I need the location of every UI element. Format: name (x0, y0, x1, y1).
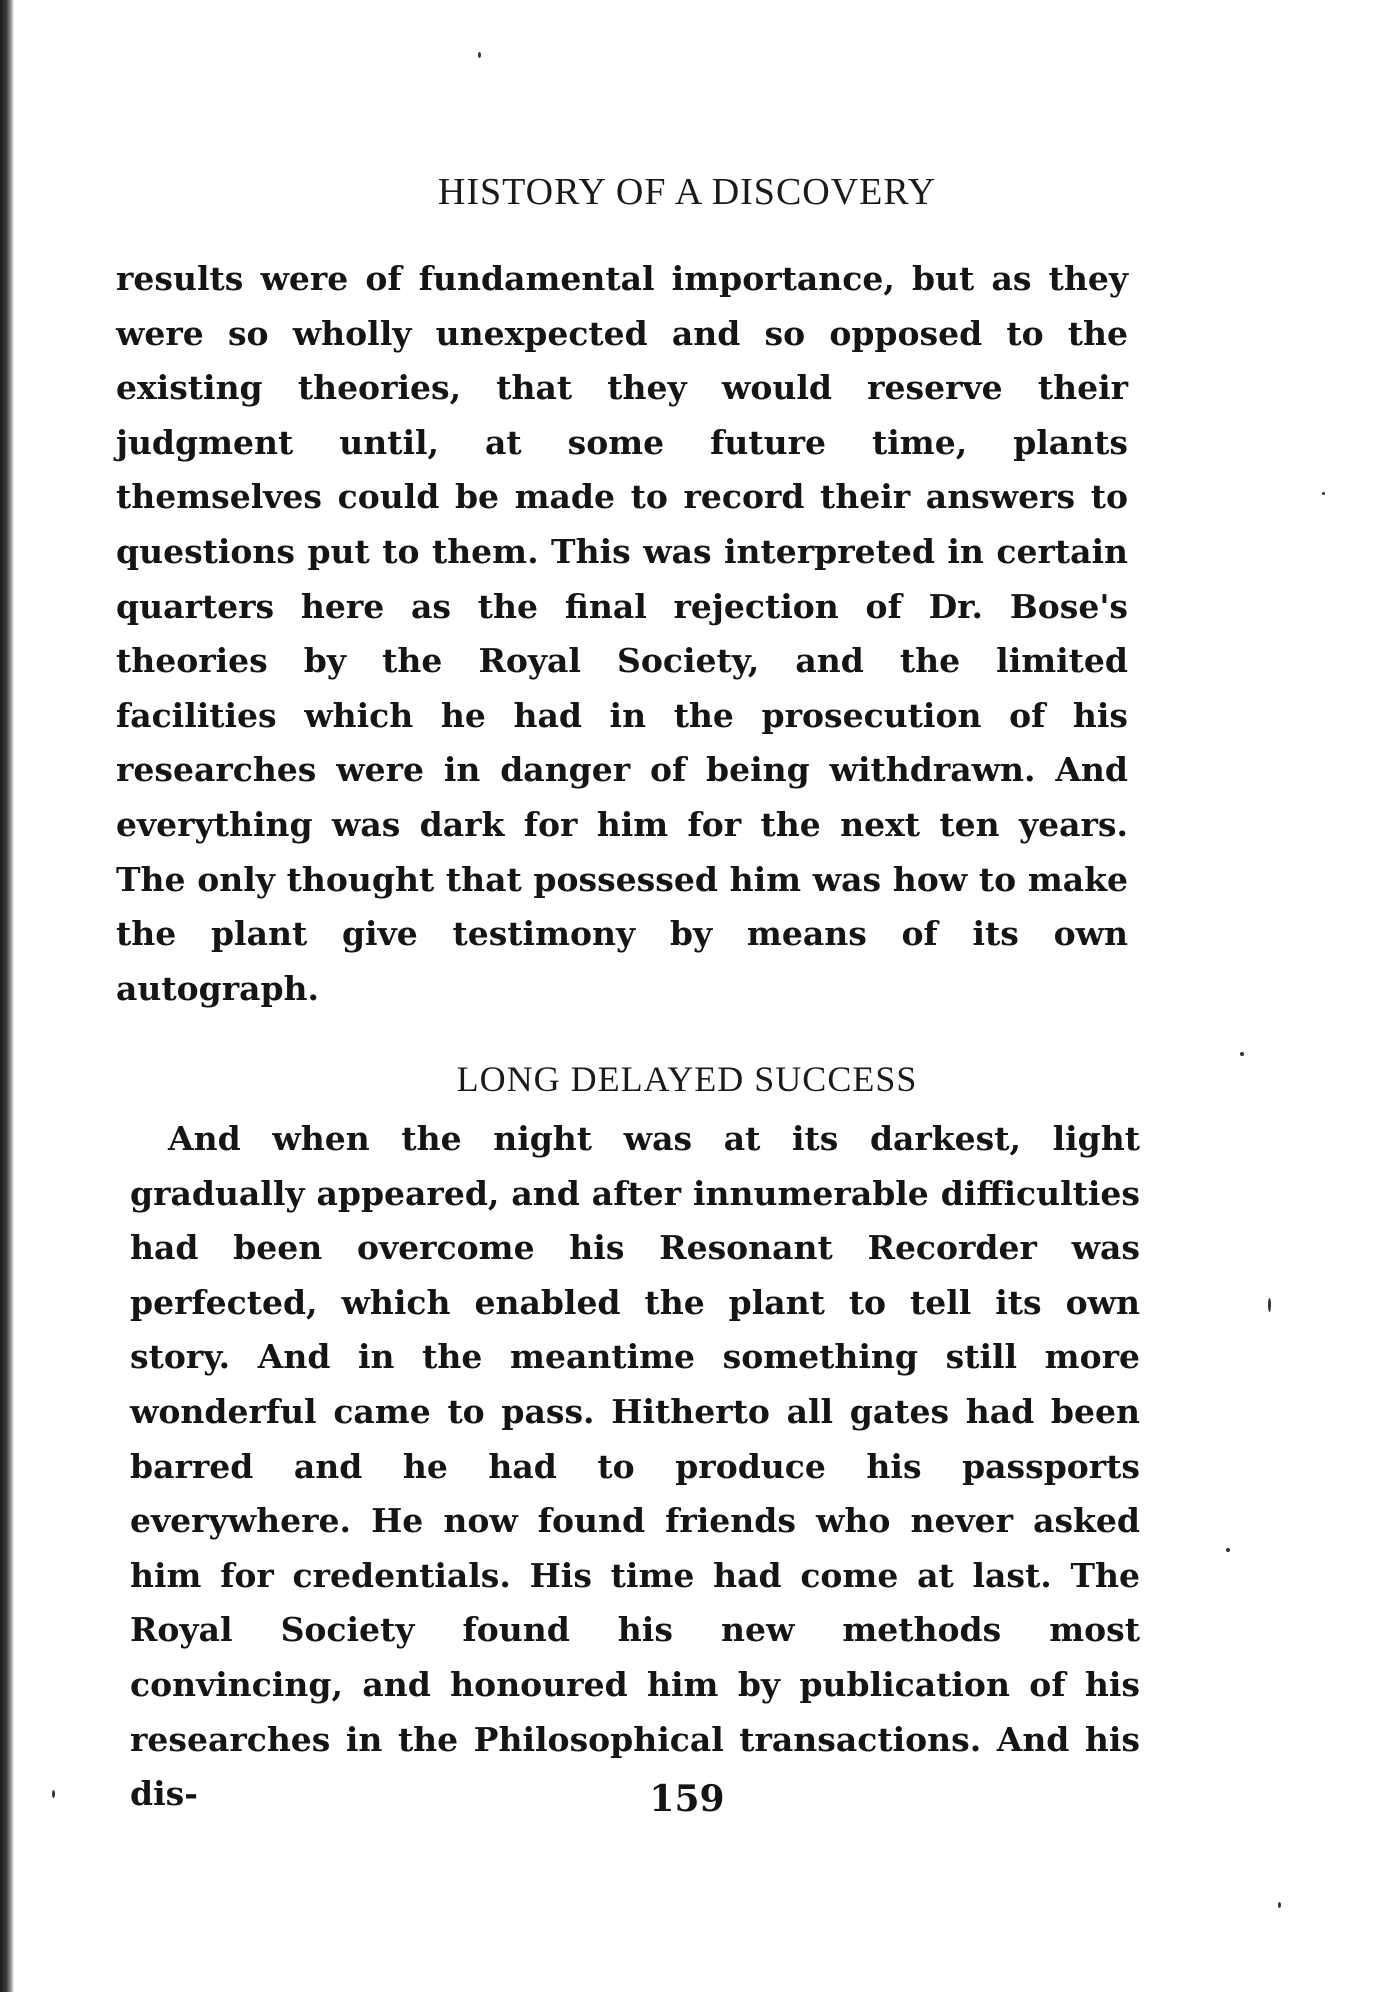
section-heading: LONG DELAYED SUCCESS (456, 1059, 918, 1099)
running-head: HISTORY OF A DISCOVERY (437, 171, 937, 213)
print-speck (478, 52, 481, 58)
print-speck (1322, 492, 1325, 495)
print-speck (1226, 1548, 1230, 1552)
print-speck (1268, 1298, 1271, 1312)
print-speck (1240, 1052, 1244, 1056)
page-binding-edge (0, 0, 14, 1992)
paragraph-2: And when the night was at its darkest, light gradually appeared, and after innumerable difficulties had been overcome his Resonant Recorder was perfected, which enabled the plant to tell its own story. And in the meantime something still more wonderful came to pass. Hitherto all gates had been barred and he had to produce his passports everywhere. He now found friends who never asked him for credentials. His time had come at last. The Royal Society found his new methods most convincing, and honoured him by publication of his researches in the Philosophical transactions. And his dis- (130, 1119, 1140, 1814)
print-speck (52, 1790, 55, 1798)
paragraph-1: results were of fundamental importance, but as they were so wholly unexpected and so opposed to the existing theories, that they would reserve their judgment until, at some future time, plants themselves could be made to record their answers to questions put to them. This was interpreted in certain quarters here as the final rejection of Dr. Bose's theories by the Royal Society, and the limited facilities which he had in the prosecution of his researches were in danger of being withdrawn. And everything was dark for him for the next ten years. The only thought that possessed him was how to make the plant give testimony by means of its own autograph. (116, 259, 1128, 1008)
page-number: 159 (649, 1778, 725, 1820)
print-speck (1278, 1902, 1281, 1908)
